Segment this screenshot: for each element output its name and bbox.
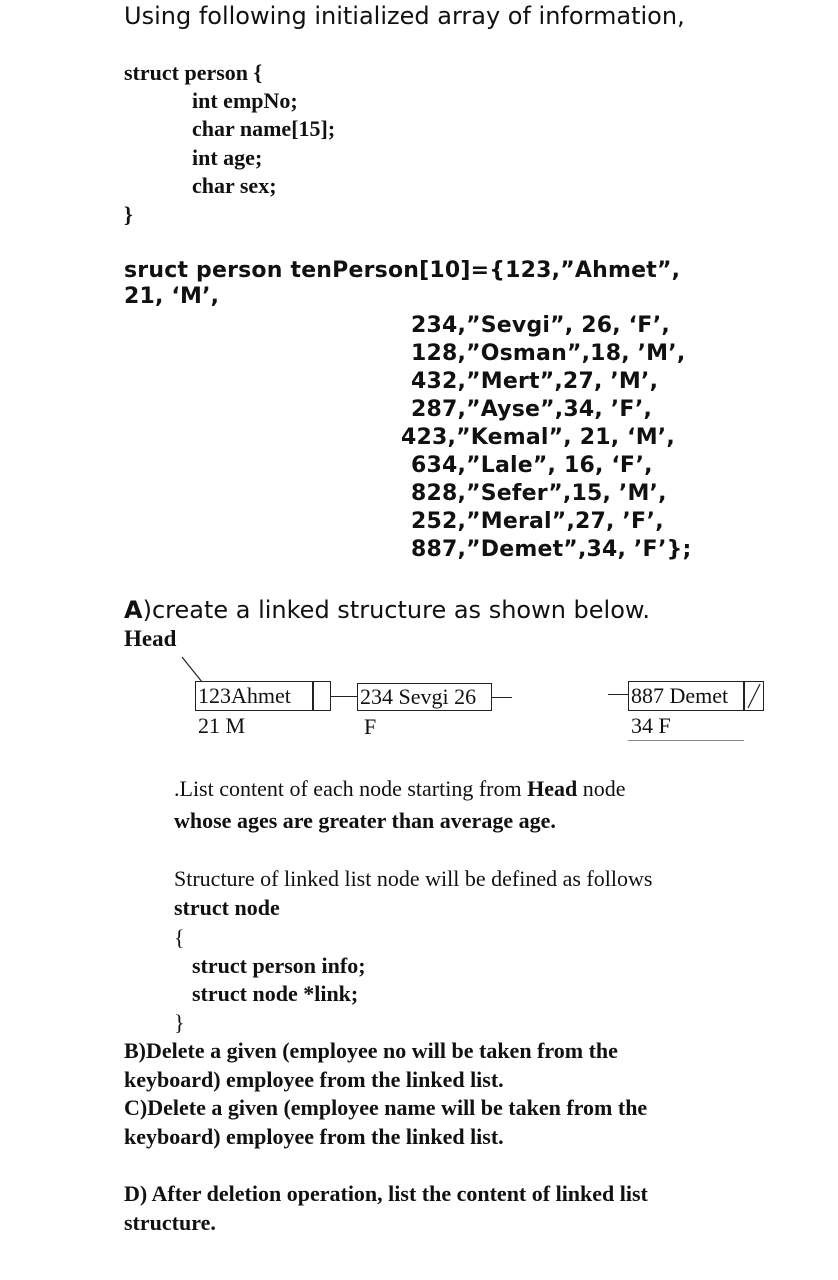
struct-field-name: char name[15]; xyxy=(192,116,336,141)
node-3-bottom: 34 F xyxy=(631,713,671,738)
init-row: 423,”Kemal”, 21, ‘M’, xyxy=(401,425,675,450)
node-2-top: 234 Sevgi 26 xyxy=(360,684,477,709)
question-c-line-2: keyboard) employee from the linked list. xyxy=(124,1124,504,1149)
node-1-top: 123Ahmet xyxy=(198,683,291,708)
struct-person-open: struct person { xyxy=(124,60,263,85)
node-1-link-box xyxy=(313,681,331,711)
question-d-line-2: structure. xyxy=(124,1210,216,1235)
node-3-underline xyxy=(628,740,744,741)
init-row: 128,”Osman”,18, ’M’, xyxy=(411,341,686,366)
node-1-link-line xyxy=(331,696,357,697)
question-c-line-1: C)Delete a given (employee name will be taken from the xyxy=(124,1095,648,1120)
node-1-bottom: 21 M xyxy=(198,713,246,738)
init-row: 634,”Lale”, 16, ‘F’, xyxy=(411,453,653,478)
init-row: 432,”Mert”,27, ’M’, xyxy=(411,369,659,394)
question-b-line-1: B)Delete a given (employee no will be taken from the xyxy=(124,1038,618,1063)
list-instruction-head: Head xyxy=(527,776,578,801)
init-row: 287,”Ayse”,34, ’F’, xyxy=(411,397,653,422)
question-a-label: A xyxy=(124,596,143,624)
struct-field-age: int age; xyxy=(192,145,263,170)
intro-text: Using following initialized array of information, xyxy=(124,2,685,30)
struct-field-sex: char sex; xyxy=(192,173,277,198)
node-struct-intro: Structure of linked list node will be defined as follows xyxy=(174,866,653,891)
head-label: Head xyxy=(124,626,177,651)
init-row: 887,”Demet”,34, ’F’}; xyxy=(411,537,692,562)
struct-person-close: } xyxy=(124,202,133,227)
node-3-top: 887 Demet xyxy=(631,683,729,708)
struct-field-empno: int empNo; xyxy=(192,88,298,113)
node-struct-field-link: struct node *link; xyxy=(192,981,359,1006)
question-b-line-2: keyboard) employee from the linked list. xyxy=(124,1067,504,1092)
init-row: 252,”Meral”,27, ’F’, xyxy=(411,509,664,534)
list-instruction-suffix: node xyxy=(577,776,626,801)
question-a xyxy=(124,596,650,624)
init-row: 828,”Sefer”,15, ’M’, xyxy=(411,481,667,506)
node-2-bottom: F xyxy=(364,714,377,739)
init-row: 234,”Sevgi”, 26, ‘F’, xyxy=(411,313,670,338)
question-d-line-1: D) After deletion operation, list the content of linked list xyxy=(124,1181,648,1206)
list-instruction-prefix: .List content of each node starting from xyxy=(174,776,528,801)
null-slash-icon xyxy=(744,681,764,711)
init-line-2: 21, ‘M’, xyxy=(124,284,220,309)
question-a-text: )create a linked structure as shown below. xyxy=(142,596,650,624)
node-struct-field-info: struct person info; xyxy=(192,953,366,978)
node-2-link-line xyxy=(492,697,512,698)
node-struct-decl: struct node xyxy=(174,895,280,920)
list-instruction-line-2: whose ages are greater than average age. xyxy=(174,808,556,833)
node-3-incoming-line xyxy=(608,694,628,695)
init-line-1: sruct person tenPerson[10]={123,”Ahmet”, xyxy=(124,258,681,283)
node-struct-open: { xyxy=(174,925,185,950)
list-instruction-line-1 xyxy=(174,776,626,802)
node-struct-close: } xyxy=(174,1010,185,1035)
